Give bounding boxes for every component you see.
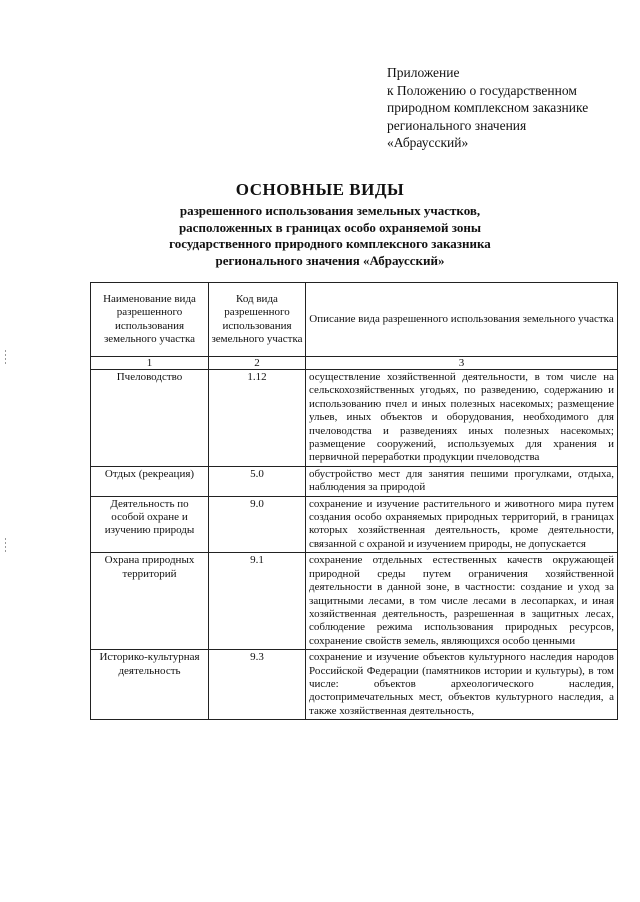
use-description: обустройство мест для занятия пешими прогулками, отдыха, наблюдения за природой <box>306 466 618 496</box>
subtitle-line: государственного природного комплексного заказника <box>169 236 491 251</box>
land-use-table <box>90 282 618 720</box>
subtitle-line: регионального значения «Абраусский» <box>215 252 445 268</box>
appendix-line: природном комплексном заказнике <box>387 100 589 115</box>
document-title: ОСНОВНЫЕ ВИДЫ <box>235 180 405 199</box>
use-name: Охрана природных территорий <box>91 553 209 650</box>
use-code: 9.1 <box>209 553 306 650</box>
column-number: 1 <box>91 357 209 370</box>
column-number: 2 <box>209 357 306 370</box>
use-name: Деятельность по особой охране и изучению природы <box>91 496 209 553</box>
appendix-line: к Положению о государственном <box>387 82 577 98</box>
table-row <box>91 466 618 496</box>
binding-marks <box>5 350 8 366</box>
use-description: сохранение и изучение объектов культурного наследия народов Российской Федерации (памятников истории и культуры), в том числе: объектов археологического наследия, достопримечательных мест, объектов культурного наследия, а также хозяйственная деятельность, <box>306 650 618 720</box>
use-description: сохранение отдельных естественных качеств окружающей природной среды путем ограничения хозяйственной деятельности в данной зоне, в частности: создание и уход за защитными лесами, в том числе лесами в лесопарках, и иная хозяйственная деятельность, разрешенная в защитных лесах, соблюдение режима использования природных ресурсов, сохранение свойств земель, являющихся особо ценными <box>306 553 618 650</box>
table-header-row <box>91 283 618 357</box>
appendix-note <box>387 64 632 152</box>
subtitle-line: разрешенного использования земельных участков, <box>179 203 481 218</box>
use-description: осуществление хозяйственной деятельности, в том числе на сельскохозяйственных угодьях, по разведению, содержанию и использованию пчел и иных полезных насекомых; размещение ульев, иных объектов и оборудования, необходимого для пчеловодства и разведениях иных полезных насекомых; размещение сооружений, используемых для хранения и первичной переработки продукции пчеловодства <box>306 370 618 467</box>
appendix-line: «Абраусский» <box>387 135 469 150</box>
table-row <box>91 553 618 650</box>
document-subtitle <box>80 203 580 269</box>
column-number: 3 <box>306 357 618 370</box>
use-name: Отдых (рекреация) <box>91 466 209 496</box>
appendix-line: Приложение <box>387 65 460 80</box>
use-name: Пчеловодство <box>91 370 209 467</box>
use-code: 1.12 <box>209 370 306 467</box>
use-code: 9.3 <box>209 650 306 720</box>
column-numbers-row <box>91 357 618 370</box>
header-name: Наименование вида разрешенного использования земельного участка <box>91 283 209 357</box>
use-code: 9.0 <box>209 496 306 553</box>
header-description: Описание вида разрешенного использования земельного участка <box>306 283 618 357</box>
use-code: 5.0 <box>209 466 306 496</box>
header-code: Код вида разрешенного использования земельного участка <box>209 283 306 357</box>
subtitle-line: расположенных в границах особо охраняемой зоны <box>178 219 482 235</box>
use-description: сохранение и изучение растительного и животного мира путем создания особо охраняемых природных территорий, в границах которых хозяйственная деятельность, кроме деятельности, связанной с охраной и изучением природы, не допускается <box>306 496 618 553</box>
table-row <box>91 496 618 553</box>
appendix-line: регионального значения <box>387 117 527 133</box>
binding-marks <box>5 538 8 554</box>
use-name: Историко-культурная деятельность <box>91 650 209 720</box>
table-row <box>91 370 618 467</box>
table-row <box>91 650 618 720</box>
